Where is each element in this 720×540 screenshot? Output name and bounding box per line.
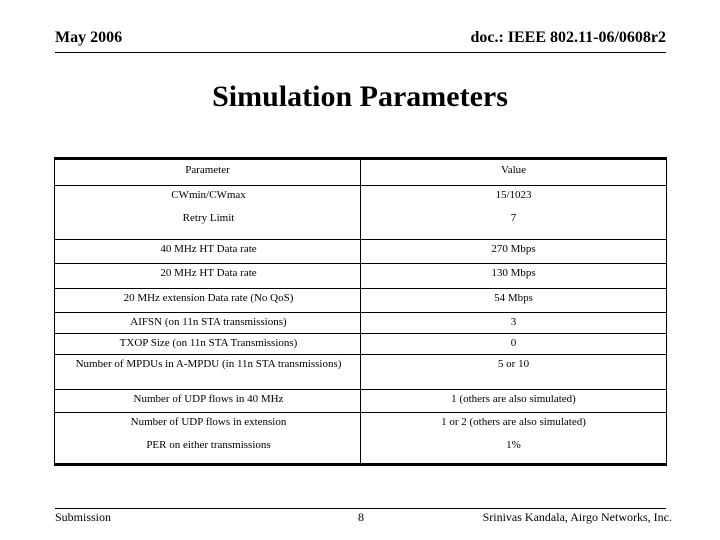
table-row	[55, 289, 667, 313]
parameter-cell: 20 MHz extension Data rate (No QoS)	[55, 289, 361, 313]
value-cell: 1 or 2 (others are also simulated)	[361, 413, 667, 436]
table-row	[55, 240, 667, 264]
simulation-parameters-table	[54, 157, 667, 466]
parameter-cell: 20 MHz HT Data rate	[55, 264, 361, 289]
table-row	[55, 436, 667, 465]
value-cell: 130 Mbps	[361, 264, 667, 289]
value-cell: 0	[361, 334, 667, 355]
table-row	[55, 334, 667, 355]
table-row	[55, 313, 667, 334]
table-row	[55, 390, 667, 413]
parameter-cell: PER on either transmissions	[55, 436, 361, 465]
table-row	[55, 355, 667, 390]
column-header-value: Value	[361, 159, 667, 186]
header-date: May 2006	[55, 29, 123, 46]
footer-author: Srinivas Kandala, Airgo Networks, Inc.	[482, 510, 672, 524]
footer-page-number: 8	[358, 510, 364, 524]
slide-title: Simulation Parameters	[212, 80, 508, 113]
value-cell: 1 (others are also simulated)	[361, 390, 667, 413]
parameter-cell: AIFSN (on 11n STA transmissions)	[55, 313, 361, 334]
footer-submission: Submission	[55, 510, 112, 524]
parameter-cell: Number of MPDUs in A-MPDU (in 11n STA transmissions)	[55, 355, 361, 390]
footer-rule	[55, 508, 666, 509]
parameter-cell: 40 MHz HT Data rate	[55, 240, 361, 264]
parameter-cell: Number of UDP flows in extension	[55, 413, 361, 436]
value-cell: 54 Mbps	[361, 289, 667, 313]
value-cell: 7	[361, 209, 667, 240]
table-row	[55, 413, 667, 436]
parameter-cell: Retry Limit	[55, 209, 361, 240]
table-row	[55, 186, 667, 209]
header-rule	[55, 52, 666, 53]
parameter-cell: TXOP Size (on 11n STA Transmissions)	[55, 334, 361, 355]
table-row	[55, 264, 667, 289]
header-doc-id: doc.: IEEE 802.11-06/0608r2	[470, 29, 666, 46]
table-header-row	[55, 159, 667, 186]
value-cell: 15/1023	[361, 186, 667, 209]
value-cell: 1%	[361, 436, 667, 465]
column-header-parameter: Parameter	[55, 159, 361, 186]
table-row	[55, 209, 667, 240]
value-cell: 5 or 10	[361, 355, 667, 390]
value-cell: 3	[361, 313, 667, 334]
value-cell: 270 Mbps	[361, 240, 667, 264]
parameter-cell: CWmin/CWmax	[55, 186, 361, 209]
parameter-cell: Number of UDP flows in 40 MHz	[55, 390, 361, 413]
